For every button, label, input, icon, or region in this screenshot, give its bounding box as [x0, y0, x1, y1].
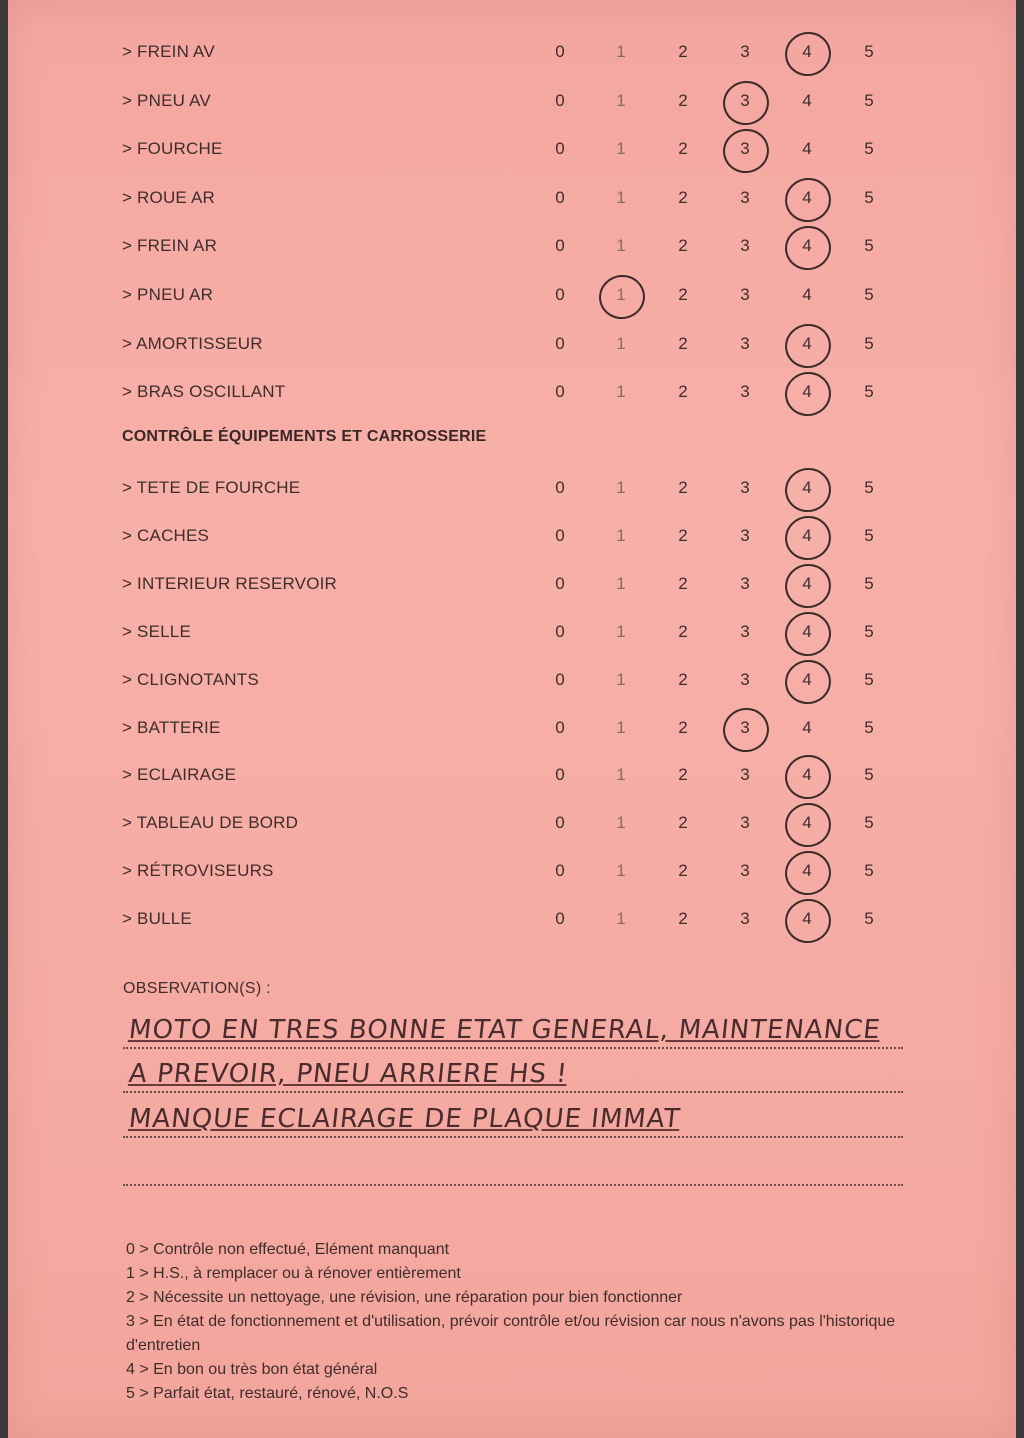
score-option-0[interactable]: 0	[555, 765, 565, 785]
mech-row	[8, 378, 1016, 408]
score-option-5[interactable]: 5	[864, 813, 874, 833]
score-option-2[interactable]: 2	[678, 42, 688, 61]
equip-row	[8, 666, 1016, 696]
score-option-0[interactable]: 0	[555, 187, 565, 207]
score-option-3[interactable]: 3	[740, 573, 750, 593]
observation-line-4	[123, 1140, 903, 1186]
score-option-3[interactable]: 3	[740, 765, 750, 785]
mech-row	[8, 135, 1016, 165]
score-option-0[interactable]: 0	[555, 909, 565, 929]
mech-row	[8, 281, 1016, 311]
observation-line-3	[123, 1092, 903, 1138]
score-option-4[interactable]: 4	[802, 139, 812, 159]
score-option-0[interactable]: 0	[555, 813, 565, 833]
item-label: > RÉTROVISEURS	[122, 861, 274, 881]
equip-row	[8, 474, 1016, 504]
score-option-4[interactable]: 4	[795, 478, 819, 498]
score-option-4[interactable]: 4	[795, 574, 819, 594]
item-label: > PNEU AV	[122, 90, 211, 110]
checklist-sheet	[8, 0, 1016, 1438]
score-option-0[interactable]: 0	[555, 478, 565, 497]
score-option-0[interactable]: 0	[555, 382, 565, 402]
score-option-3[interactable]: 3	[740, 236, 750, 256]
score-option-5[interactable]: 5	[864, 861, 874, 881]
score-option-2[interactable]: 2	[678, 717, 688, 737]
item-label: > INTERIEUR RESERVOIR	[122, 573, 338, 593]
score-option-0[interactable]: 0	[555, 669, 565, 689]
observation-text-2: A PREVOIR, PNEU ARRIERE HS !	[127, 1059, 570, 1089]
legend-item-0: 0 > Contrôle non effectué, Elément manquant	[126, 1241, 450, 1258]
legend-item-2: 2 > Nécessite un nettoyage, une révision, une réparation pour bien fonctionner	[126, 1289, 683, 1306]
legend-item-1: 1 > H.S., à remplacer ou à rénover entièrement	[126, 1265, 461, 1282]
score-option-2[interactable]: 2	[678, 573, 688, 593]
score-option-1[interactable]: 1	[616, 621, 626, 641]
score-option-0[interactable]: 0	[555, 573, 565, 593]
score-option-1[interactable]: 1	[616, 573, 626, 593]
score-option-1[interactable]: 1	[616, 139, 626, 159]
score-option-3[interactable]: 3	[740, 909, 750, 929]
score-option-0[interactable]: 0	[555, 525, 565, 545]
score-option-1[interactable]: 1	[616, 909, 626, 929]
score-option-1[interactable]: 1	[616, 236, 626, 256]
score-option-2[interactable]: 2	[678, 333, 688, 353]
score-option-2[interactable]: 2	[678, 236, 688, 256]
score-option-0[interactable]: 0	[555, 236, 565, 256]
item-label: > FREIN AV	[122, 42, 215, 61]
score-option-2[interactable]: 2	[678, 139, 688, 159]
score-option-4[interactable]: 4	[795, 813, 819, 833]
score-option-2[interactable]: 2	[678, 525, 688, 545]
score-option-1[interactable]: 1	[616, 765, 626, 785]
score-option-2[interactable]: 2	[678, 382, 688, 402]
score-option-3[interactable]: 3	[740, 478, 750, 497]
score-option-4[interactable]: 4	[795, 334, 819, 354]
equip-row	[8, 522, 1016, 552]
score-option-2[interactable]: 2	[678, 187, 688, 207]
score-option-3[interactable]: 3	[740, 285, 750, 304]
score-option-3[interactable]: 3	[740, 187, 750, 207]
score-option-3[interactable]: 3	[740, 525, 750, 545]
score-option-0[interactable]: 0	[555, 621, 565, 641]
mech-row	[8, 330, 1016, 360]
score-option-4[interactable]: 4	[795, 526, 819, 546]
score-option-4[interactable]: 4	[795, 670, 819, 690]
observation-line-2	[123, 1047, 903, 1093]
score-option-1[interactable]: 1	[616, 382, 626, 402]
score-option-4[interactable]: 4	[795, 765, 819, 785]
score-option-4[interactable]: 4	[795, 382, 819, 402]
score-option-3[interactable]: 3	[740, 382, 750, 402]
score-option-2[interactable]: 2	[678, 765, 688, 785]
score-option-1[interactable]: 1	[616, 813, 626, 833]
observation-text-1: MOTO EN TRES BONNE ETAT GENERAL, MAINTENANCE	[127, 1015, 883, 1045]
score-option-1[interactable]: 1	[616, 669, 626, 689]
item-label: > CACHES	[122, 525, 210, 545]
score-option-4[interactable]: 4	[795, 236, 819, 256]
score-option-4[interactable]: 4	[802, 285, 812, 304]
score-option-1[interactable]: 1	[616, 42, 626, 61]
observation-label: OBSERVATION(S) :	[123, 980, 271, 997]
legend-item-3: 3 > En état de fonctionnement et d'utilisation, prévoir contrôle et/ou révision car nous n'avons pas l'historique d'entretien	[126, 1313, 896, 1354]
score-option-1[interactable]: 1	[616, 717, 626, 737]
score-option-5[interactable]: 5	[864, 717, 874, 737]
equip-row	[8, 714, 1016, 744]
score-option-2[interactable]: 2	[678, 285, 688, 304]
item-label: > CLIGNOTANTS	[122, 669, 259, 689]
score-option-3[interactable]: 3	[740, 861, 750, 881]
score-option-5[interactable]: 5	[864, 525, 874, 545]
item-label: > BULLE	[122, 909, 192, 929]
score-option-0[interactable]: 0	[555, 333, 565, 353]
score-option-0[interactable]: 0	[555, 42, 565, 61]
score-option-5[interactable]: 5	[864, 669, 874, 689]
mech-row	[8, 87, 1016, 117]
score-option-1[interactable]: 1	[609, 285, 633, 305]
observation-text-3: MANQUE ECLAIRAGE DE PLAQUE IMMAT	[127, 1104, 682, 1134]
item-label: > ROUE AR	[122, 187, 215, 207]
score-legend	[126, 1238, 906, 1406]
equip-row	[8, 809, 1016, 839]
mech-row	[8, 38, 1016, 68]
score-option-0[interactable]: 0	[555, 861, 565, 881]
score-option-3[interactable]: 3	[733, 91, 757, 111]
equip-row	[8, 761, 1016, 791]
item-label: > BATTERIE	[122, 717, 221, 737]
legend-item-4: 4 > En bon ou très bon état général	[126, 1361, 378, 1378]
score-option-5[interactable]: 5	[864, 187, 874, 207]
equip-row	[8, 857, 1016, 887]
score-option-3[interactable]: 3	[733, 139, 757, 159]
score-option-3[interactable]: 3	[740, 42, 750, 61]
equip-row	[8, 618, 1016, 648]
item-label: > PNEU AR	[122, 285, 214, 304]
equip-row	[8, 570, 1016, 600]
score-option-2[interactable]: 2	[678, 813, 688, 833]
score-option-3[interactable]: 3	[733, 718, 757, 738]
score-option-1[interactable]: 1	[616, 187, 626, 207]
item-label: > TETE DE FOURCHE	[122, 478, 301, 497]
item-label: > BRAS OSCILLANT	[122, 382, 286, 402]
item-label: > FREIN AR	[122, 236, 218, 256]
score-option-2[interactable]: 2	[678, 909, 688, 929]
score-option-5[interactable]: 5	[864, 139, 874, 159]
item-label: > ECLAIRAGE	[122, 765, 237, 785]
score-option-5[interactable]: 5	[864, 382, 874, 402]
score-option-2[interactable]: 2	[678, 861, 688, 881]
score-option-1[interactable]: 1	[616, 333, 626, 353]
equip-row	[8, 905, 1016, 935]
score-option-5[interactable]: 5	[864, 478, 874, 497]
item-label: > AMORTISSEUR	[122, 333, 263, 353]
score-option-4[interactable]: 4	[795, 42, 819, 62]
score-option-4[interactable]: 4	[802, 90, 812, 110]
score-option-5[interactable]: 5	[864, 285, 874, 304]
mech-row	[8, 184, 1016, 214]
score-option-3[interactable]: 3	[740, 813, 750, 833]
score-option-5[interactable]: 5	[864, 621, 874, 641]
section-title: CONTRÔLE ÉQUIPEMENTS ET CARROSSERIE	[122, 428, 487, 445]
item-label: > FOURCHE	[122, 139, 223, 159]
score-option-1[interactable]: 1	[616, 478, 626, 497]
score-option-1[interactable]: 1	[616, 525, 626, 545]
observation-line-1	[123, 1003, 903, 1049]
score-option-3[interactable]: 3	[740, 621, 750, 641]
score-option-2[interactable]: 2	[678, 621, 688, 641]
score-option-4[interactable]: 4	[802, 717, 812, 737]
score-option-0[interactable]: 0	[555, 717, 565, 737]
score-option-4[interactable]: 4	[795, 909, 819, 929]
score-option-5[interactable]: 5	[864, 909, 874, 929]
score-option-1[interactable]: 1	[616, 861, 626, 881]
score-option-3[interactable]: 3	[740, 669, 750, 689]
score-option-5[interactable]: 5	[864, 333, 874, 353]
item-label: > SELLE	[122, 621, 191, 641]
score-option-1[interactable]: 1	[616, 90, 626, 110]
score-option-3[interactable]: 3	[740, 333, 750, 353]
score-option-0[interactable]: 0	[555, 285, 565, 304]
score-option-0[interactable]: 0	[555, 90, 565, 110]
item-label: > TABLEAU DE BORD	[122, 813, 299, 833]
score-option-2[interactable]: 2	[678, 669, 688, 689]
score-option-5[interactable]: 5	[864, 42, 874, 61]
score-option-5[interactable]: 5	[864, 573, 874, 593]
score-option-2[interactable]: 2	[678, 90, 688, 110]
legend-item-5: 5 > Parfait état, restauré, rénové, N.O.S	[126, 1385, 409, 1402]
mech-row	[8, 232, 1016, 262]
score-option-0[interactable]: 0	[555, 139, 565, 159]
score-option-4[interactable]: 4	[795, 861, 819, 881]
score-option-4[interactable]: 4	[795, 622, 819, 642]
score-option-5[interactable]: 5	[864, 236, 874, 256]
score-option-2[interactable]: 2	[678, 478, 688, 497]
score-option-5[interactable]: 5	[864, 765, 874, 785]
score-option-4[interactable]: 4	[795, 188, 819, 208]
score-option-5[interactable]: 5	[864, 90, 874, 110]
